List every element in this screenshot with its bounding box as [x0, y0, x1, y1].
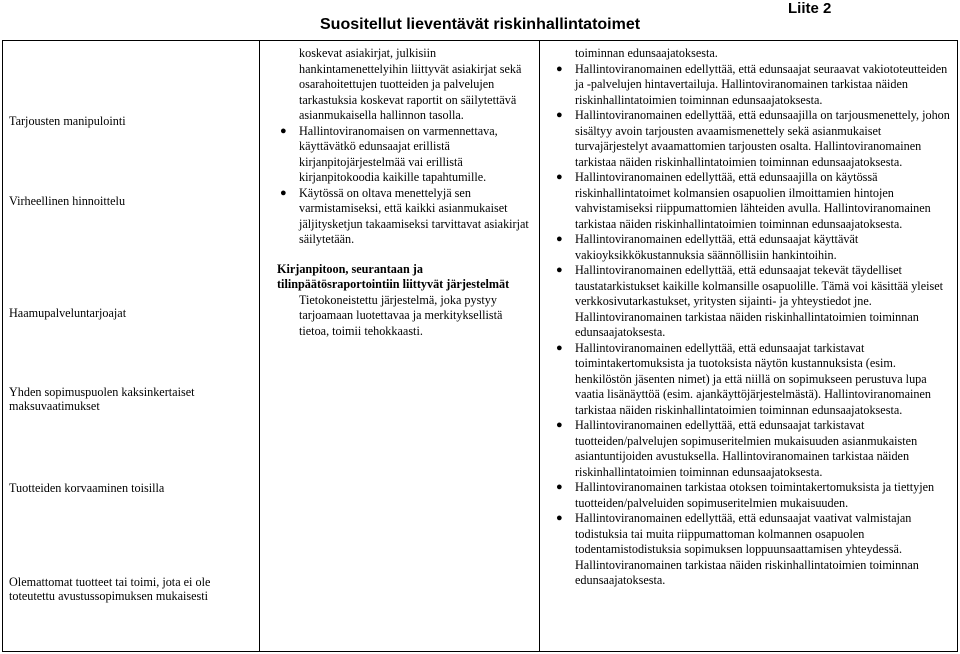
right-bullet-text: Hallintoviranomainen edellyttää, että edunsaajat vaativat valmistajan todistuksia tai muita riippumattoman kolmannen osapuolen todentamistodistuksia sopimuksen loppuunsaattamisen yhteydessä. Hallintoviranomainen tarkistaa näiden riskinhallintatoimien toiminnan edunsaajatoksesta. [575, 511, 919, 587]
bullet-icon: ● [556, 481, 563, 493]
right-continuation-text: toiminnan edunsaajatoksesta. [575, 46, 718, 60]
bullet-icon: ● [556, 62, 563, 75]
middle-column [277, 46, 533, 339]
right-bullet-text: Hallintoviranomainen edellyttää, että edunsaajat seuraavat vakiototeutteiden ja -palvelujen hintavertailuja. Hallintoviranomainen tarkistaa näiden riskinhallintatoimien toiminnan edunsaajatoksesta. [575, 61, 948, 107]
right-bullet [553, 341, 951, 419]
section-heading-line1: Kirjanpitoon, seurantaan ja [277, 261, 423, 276]
risk-item: Virheellinen hinnoittelu [9, 194, 126, 208]
middle-continuation-text: koskevat asiakirjat, julkisiin hankintamenettelyihin liittyvät asiakirjat sekä osarahoitettujen tuotteiden ja palvelujen tarkastuksia koskevat raportit on säilytettävä asianmukaisella hallinnon tasolla. [299, 46, 522, 122]
right-bullet-text: Hallintoviranomainen edellyttää, että edunsaajilla on tarjousmenettely, johon sisältyy avoin tarjousten avaamismenettely sekä asianmukaiset turvajärjestelyt avaamattomien tarjousten osalta. Hallintoviranomainen tarkistaa näiden riskinhallintatoimien toiminnan edunsaajatoksesta. [575, 108, 950, 169]
bullet-icon: ● [556, 171, 563, 183]
right-bullet-text: Hallintoviranomainen edellyttää, että edunsaajat käyttävät vakioyksikkökustannuksia säännöllisiin hankintoihin. [575, 232, 859, 262]
page-title: Suositellut lieventävät riskinhallintatoimet [320, 16, 641, 33]
risk-item: Tuotteiden korvaaminen toisilla [9, 481, 165, 495]
risk-item: Haamupalveluntarjoajat [9, 306, 127, 320]
section-heading-line2: tilinpäätösraportointiin liittyvät järjestelmät [277, 277, 510, 291]
risk-item: Olemattomat tuotteet tai toimi, jota ei ole toteutettu avustussopimuksen mukaisesti [9, 575, 211, 603]
right-bullet-text: Hallintoviranomainen edellyttää, että edunsaajat tekevät täydelliset taustatarkistukset kaikille kolmansille osapuolille. Tämä voi käsittää yleiset verkkosivutarkastukset, yritysten sijainti- ja yhteystiedot jne. Hallintoviranomainen tarkistaa näiden riskinhallintatoimien toiminnan edunsaajatoksesta. [575, 263, 944, 339]
right-column [553, 46, 951, 589]
right-bullet-text: Hallintoviranomainen edellyttää, että edunsaajilla on käytössä riskinhallintatoimet kolmansien osapuolien ilmoittamien hintojen vahvistamiseksi riippumattomien lähteiden avulla. Hallintoviranomainen tarkistaa näiden riskinhallintatoimien toiminnan edunsaajatoksesta. [575, 170, 931, 231]
right-bullet [553, 62, 951, 109]
bullet-icon: ● [280, 186, 287, 199]
middle-bullet [277, 186, 533, 248]
section-heading-text: Tietokoneistettu järjestelmä, joka pystyy tarjoamaan luotettavaa ja merkityksellistä tietoa, toimii tehokkaasti. [299, 292, 503, 338]
bullet-icon: ● [556, 341, 563, 354]
bullet-icon: ● [280, 124, 287, 137]
bullet-icon: ● [556, 264, 563, 276]
right-bullet [553, 511, 951, 589]
risk-table [2, 40, 958, 652]
appendix-label: Liite 2 [788, 0, 832, 17]
bullet-icon: ● [556, 233, 563, 245]
bullet-icon: ● [556, 109, 563, 121]
bullet-icon: ● [556, 512, 563, 524]
right-bullet-text: Hallintoviranomainen tarkistaa otoksen toimintakertomuksista ja tiettyjen tuotteiden/palveluiden sopimuseritelmien mukaisuuden. [575, 480, 935, 510]
bullet-icon: ● [556, 419, 563, 431]
right-bullet [553, 232, 951, 263]
right-bullet [553, 263, 951, 341]
right-bullet [553, 170, 951, 232]
middle-bullet [277, 124, 533, 186]
right-bullet-text: Hallintoviranomainen edellyttää, että edunsaajat tarkistavat tuotteiden/palvelujen sopimuseritelmien mukaisuuden asianmukaisten asiantuntijoiden avustuksella. Hallintoviranomainen tarkistaa näiden riskinhallintatoimien toiminnan edunsaajatoksesta. [575, 418, 918, 479]
middle-bullet-text: Hallintoviranomaisen on varmennettava, käyttävätkö edunsaajat erillistä kirjanpitojärjestelmää vai erillistä kirjanpitokoodia kaikille tapahtumille. [299, 123, 498, 184]
risk-item: Tarjousten manipulointi [9, 114, 126, 128]
right-bullet [553, 108, 951, 170]
middle-bullet-text: Käytössä on oltava menettelyjä sen varmistamiseksi, että kaikki asianmukaiset jäljitysketjun takaamiseksi tarvittavat asiakirjat säilytetään. [299, 185, 529, 246]
right-bullet [553, 480, 951, 511]
column-divider-1 [259, 41, 260, 651]
risk-item: Yhden sopimuspuolen kaksinkertaiset maksuvaatimukset [9, 385, 195, 413]
right-bullet [553, 418, 951, 480]
right-bullet-text: Hallintoviranomainen edellyttää, että edunsaajat tarkistavat toimintakertomuksista ja tuotoksista näytön kustannuksista (esim. henkilöstön jäsenten nimet) ja että niillä on sopimukseen perustuva lupa vaatia lisänäyttöä (esim. ajankäyttöjärjestelmästä). Hallintoviranomainen tarkistaa näiden riskinhallintatoimien toiminnan edunsaajatoksesta. [575, 340, 932, 417]
column-divider-2 [539, 41, 540, 651]
